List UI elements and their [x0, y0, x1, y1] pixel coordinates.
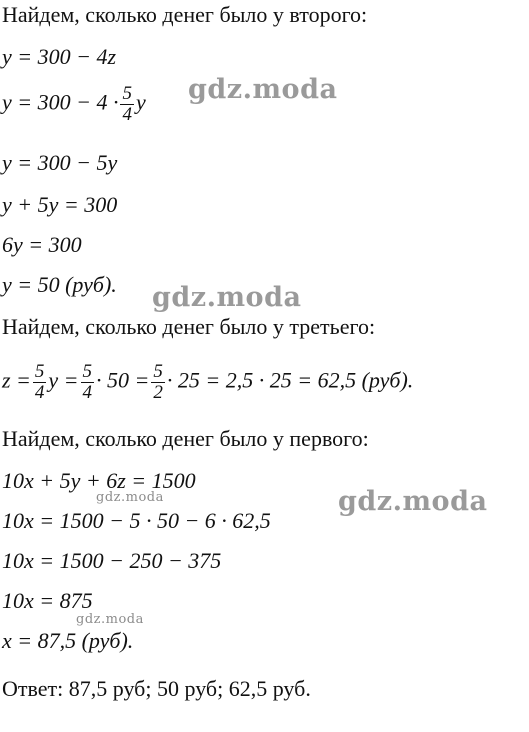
equation-5: 6y = 300 [2, 232, 82, 257]
watermark: gdz.moda [96, 490, 164, 505]
equation-9: 10x = 1500 − 5 · 50 − 6 · 62,5 [2, 508, 271, 533]
fraction-denominator: 4 [34, 382, 45, 403]
heading-second: Найдем, сколько денег было у второго: [2, 2, 368, 27]
heading-first: Найдем, сколько денег было у первого: [2, 426, 369, 451]
watermark: gdz.moda [188, 74, 338, 105]
watermark: gdz.moda [76, 612, 144, 627]
equation-2-left: y = 300 − 4 · [2, 89, 119, 115]
equation-10: 10x = 1500 − 250 − 375 [2, 548, 222, 573]
equation-1: y = 300 − 4z [2, 44, 117, 69]
equation-7-right: · 25 = 2,5 · 25 = 62,5 (руб). [166, 367, 414, 393]
equation-8: 10x + 5y + 6z = 1500 [2, 468, 196, 493]
equation-7-mid-2: · 50 = [96, 367, 150, 393]
heading-third: Найдем, сколько денег было у третьего: [2, 314, 376, 339]
equation-7 [2, 362, 413, 403]
fraction-5-2 [151, 362, 165, 403]
fraction-denominator: 2 [153, 382, 163, 403]
equation-3: y = 300 − 5y [2, 150, 118, 175]
equation-7-mid-1: y = [48, 367, 79, 393]
equation-6: y = 50 (руб). [2, 272, 117, 297]
equation-11: 10x = 875 [2, 588, 93, 613]
fraction-denominator: 4 [122, 104, 132, 125]
equation-7-left: z = [2, 367, 31, 393]
fraction-5-4-a [33, 362, 47, 403]
watermark: gdz.moda [152, 282, 302, 313]
equation-4: y + 5y = 300 [2, 192, 118, 217]
fraction-denominator: 4 [82, 382, 93, 403]
fraction-5-4 [120, 84, 134, 125]
fraction-numerator: 5 [34, 361, 45, 382]
equation-2 [2, 84, 146, 125]
equation-12: x = 87,5 (руб). [2, 628, 134, 653]
fraction-numerator: 5 [153, 361, 163, 382]
equation-2-right: y [135, 89, 146, 115]
fraction-numerator: 5 [122, 83, 132, 104]
fraction-numerator: 5 [82, 361, 93, 382]
answer-line: Ответ: 87,5 руб; 50 руб; 62,5 руб. [2, 676, 311, 701]
watermark: gdz.moda [338, 486, 488, 517]
fraction-5-4-b [81, 362, 95, 403]
